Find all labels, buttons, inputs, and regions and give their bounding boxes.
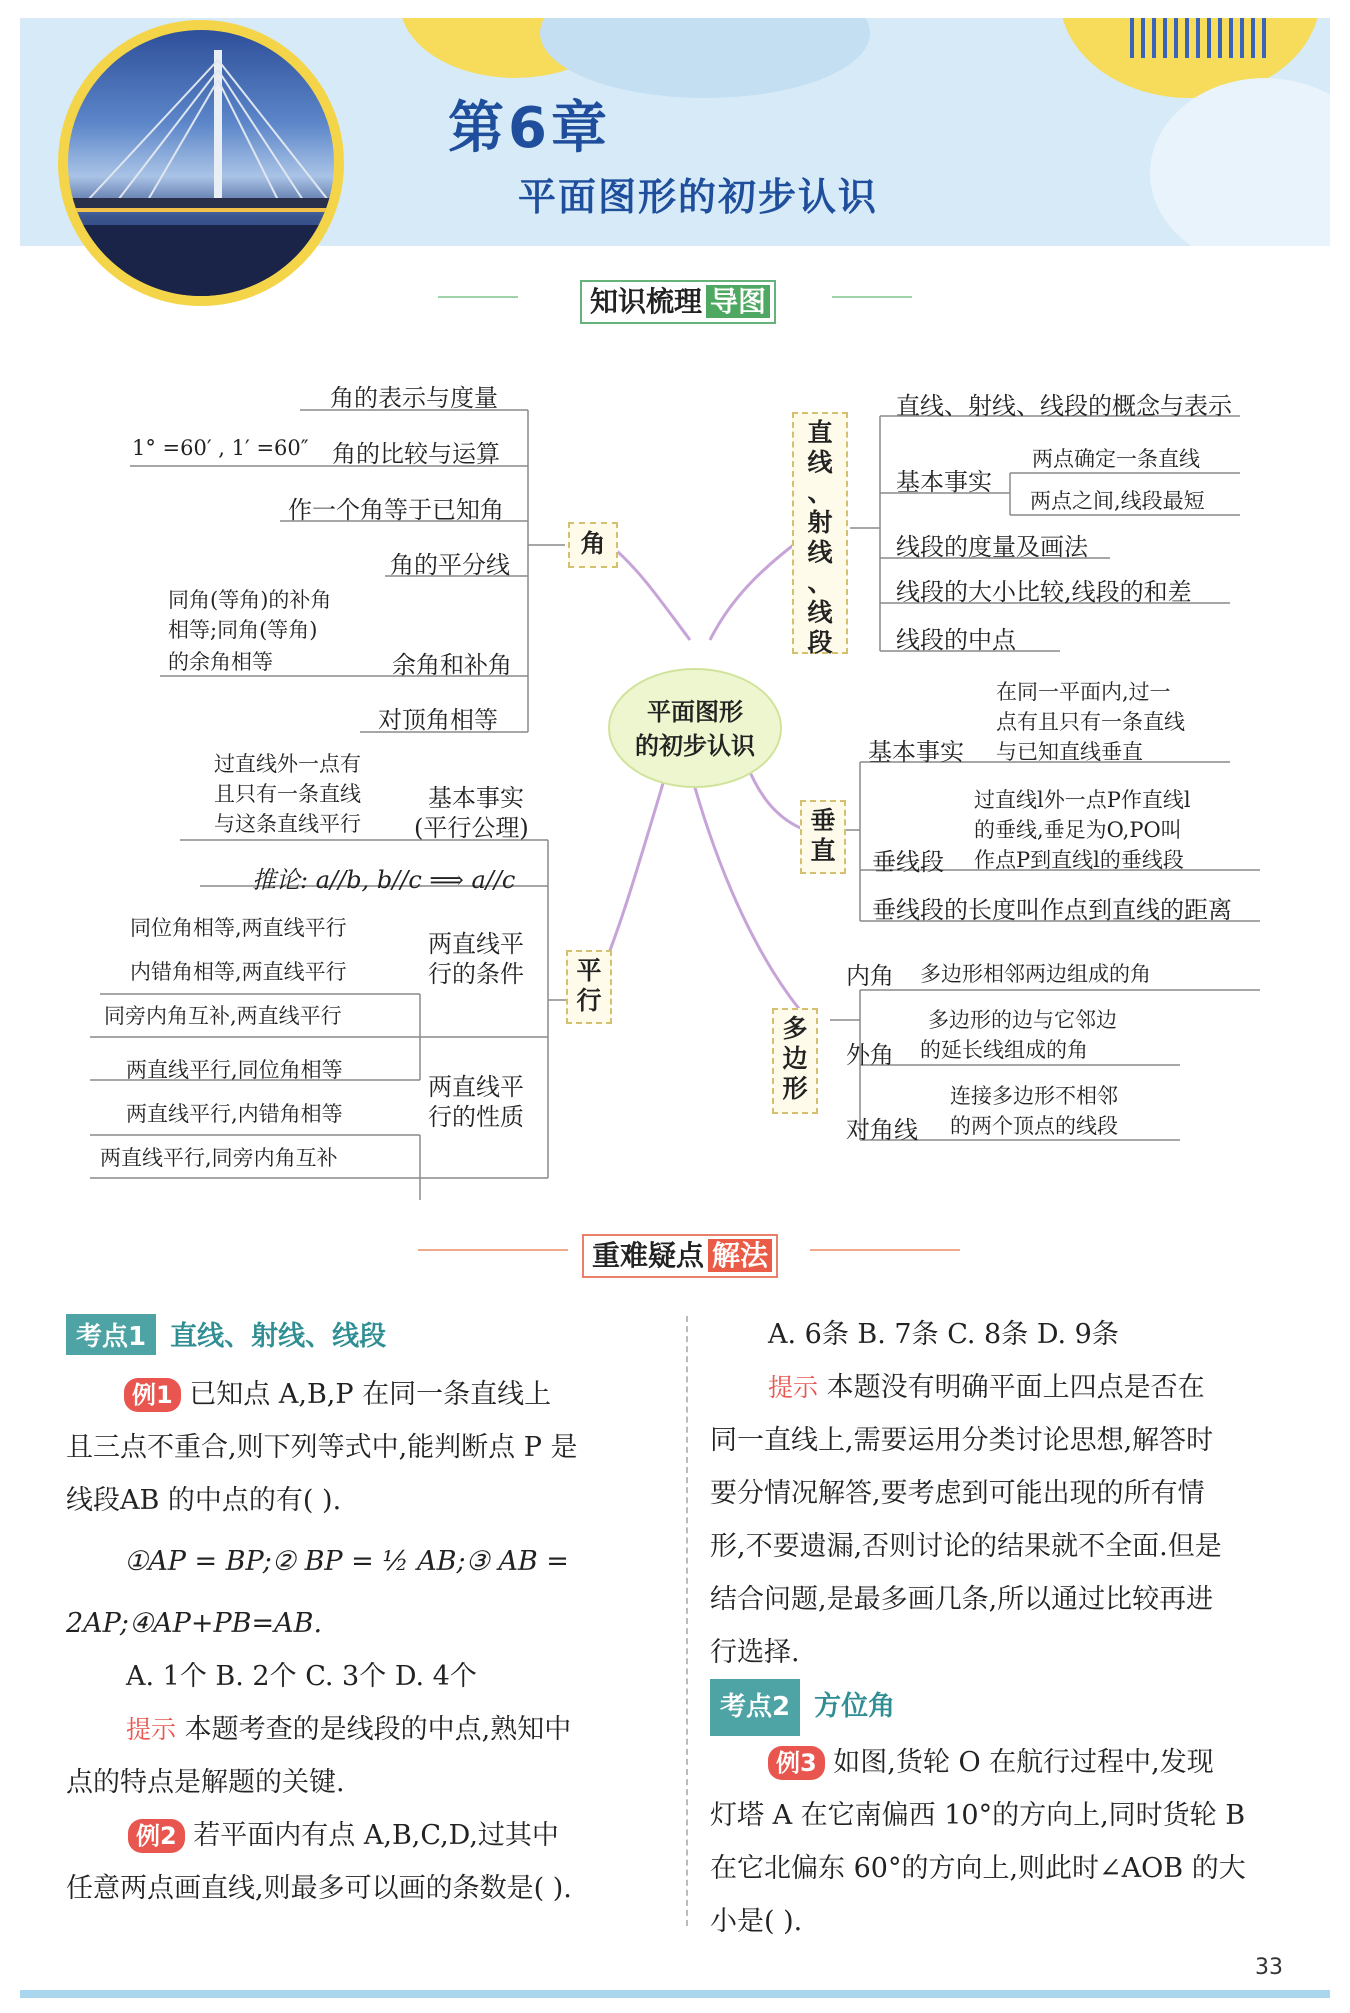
axiom-label: (平行公理) bbox=[414, 814, 529, 842]
cond-label: 两直线平 bbox=[428, 930, 524, 958]
hint-label: 提示 bbox=[126, 1715, 177, 1744]
example-1 bbox=[66, 1368, 666, 1915]
line-fact: 两点之间,线段最短 bbox=[1030, 489, 1205, 513]
polygon-item-name: 外角 bbox=[846, 1041, 894, 1069]
polygon-item-name: 对角线 bbox=[846, 1116, 918, 1144]
cond-item: 同旁内角互补,两直线平行 bbox=[104, 1004, 342, 1028]
center-line-1: 平面图形 bbox=[647, 698, 743, 726]
example-text: 在它北偏东 60°的方向上,则此时∠AOB 的大 bbox=[710, 1853, 1246, 1884]
angle-item: 角的平分线 bbox=[390, 551, 510, 579]
example-options: A. 6条 B. 7条 C. 8条 D. 9条 bbox=[768, 1319, 1119, 1350]
example-text: 小是( ). bbox=[710, 1906, 803, 1937]
branch-char: 边 bbox=[782, 1044, 808, 1073]
section-title-main: 知识梳理 bbox=[590, 285, 703, 318]
axiom-note: 过直线外一点有 bbox=[214, 752, 361, 776]
branch-char: 段 bbox=[807, 628, 833, 657]
angle-item: 余角和补角 bbox=[392, 651, 512, 679]
line-item: 线段的中点 bbox=[896, 626, 1016, 654]
polygon-item-text: 多边形相邻两边组成的角 bbox=[920, 962, 1151, 986]
angle-unit-note: 1° =60′ , 1′ =60″ bbox=[132, 436, 309, 460]
corollary: 推论: a//b, b//c ⟹ a//c bbox=[252, 866, 516, 894]
branch-char: 行 bbox=[576, 986, 602, 1015]
perp-fact-text: 与已知直线垂直 bbox=[996, 740, 1143, 764]
polygon-item-text: 多边形的边与它邻边 bbox=[928, 1008, 1117, 1032]
line-item: 基本事实 bbox=[896, 468, 992, 496]
prop-item: 两直线平行,内错角相等 bbox=[126, 1102, 343, 1126]
supp-note: 同角(等角)的补角 bbox=[168, 588, 332, 612]
hint-text: 结合问题,是最多画几条,所以通过比较再进 bbox=[710, 1584, 1214, 1615]
example-text: 灯塔 A 在它南偏西 10°的方向上,同时货轮 B bbox=[710, 1800, 1246, 1831]
supp-note: 相等;同角(等角) bbox=[168, 618, 318, 642]
example-equation: ①AP = BP;② BP = ½ AB;③ AB = bbox=[124, 1546, 569, 1577]
prop-label: 两直线平 bbox=[428, 1073, 524, 1101]
angle-item: 角的比较与运算 bbox=[332, 440, 500, 468]
perp-seg-text: 的垂线,垂足为O,PO叫 bbox=[974, 818, 1182, 842]
perp-distance: 垂线段的长度叫作点到直线的距离 bbox=[872, 896, 1232, 924]
section-title-accent: 导图 bbox=[706, 285, 770, 318]
branch-char: 直 bbox=[807, 418, 833, 447]
prop-item: 两直线平行,同旁内角互补 bbox=[100, 1146, 338, 1170]
perp-seg-label: 垂线段 bbox=[872, 848, 944, 876]
perp-seg-text: 作点P到直线l的垂线段 bbox=[974, 848, 1184, 872]
prop-item: 两直线平行,同位角相等 bbox=[126, 1058, 343, 1082]
branch-char: 直 bbox=[810, 836, 836, 865]
branch-char: 多 bbox=[782, 1014, 808, 1043]
chapter-title: 平面图形的初步认识 bbox=[518, 175, 879, 219]
hint-text: 点的特点是解题的关键. bbox=[66, 1767, 345, 1798]
example-options: A. 1个 B. 2个 C. 3个 D. 4个 bbox=[126, 1661, 477, 1692]
line-item: 线段的度量及画法 bbox=[896, 533, 1088, 561]
branch-char: 形 bbox=[782, 1074, 808, 1103]
topic-title: 直线、射线、线段 bbox=[170, 1321, 387, 1352]
branch-parallel bbox=[566, 950, 612, 1024]
line-item: 线段的大小比较,线段的和差 bbox=[896, 578, 1192, 606]
branch-char: 、 bbox=[807, 568, 833, 597]
topic-tag: 考点1 bbox=[66, 1314, 156, 1355]
perp-seg-text: 过直线l外一点P作直线l bbox=[974, 788, 1191, 812]
hint-text: 同一直线上,需要运用分类讨论思想,解答时 bbox=[710, 1425, 1214, 1456]
mindmap-center bbox=[608, 668, 782, 788]
perp-fact-text: 在同一平面内,过一 bbox=[996, 680, 1171, 704]
polygon-item-text: 的延长线组成的角 bbox=[920, 1038, 1088, 1062]
section-title-accent: 解法 bbox=[708, 1239, 772, 1272]
branch-char: 线 bbox=[807, 448, 833, 477]
page-number: 33 bbox=[1255, 1955, 1283, 1980]
example-text: 线段AB 的中点的有( ). bbox=[66, 1485, 342, 1516]
chapter-number: 第6章 bbox=[448, 96, 611, 161]
polygon-item-name: 内角 bbox=[846, 962, 894, 990]
example-text: 已知点 A,B,P 在同一条直线上 bbox=[189, 1379, 552, 1410]
angle-item: 作一个角等于已知角 bbox=[288, 496, 504, 524]
branch-polygon bbox=[772, 1008, 818, 1114]
cond-label: 行的条件 bbox=[428, 960, 524, 988]
hint-text: 本题考查的是线段的中点,熟知中 bbox=[184, 1714, 572, 1745]
example-text: 如图,货轮 O 在航行过程中,发现 bbox=[833, 1747, 1214, 1778]
branch-char: 平 bbox=[576, 956, 602, 985]
hint-text: 本题没有明确平面上四点是否在 bbox=[826, 1372, 1205, 1403]
angle-item: 对顶角相等 bbox=[378, 706, 498, 734]
axiom-label: 基本事实 bbox=[428, 784, 524, 812]
cond-item: 内错角相等,两直线平行 bbox=[130, 960, 347, 984]
supp-note: 的余角相等 bbox=[168, 650, 273, 674]
section-title-main: 重难疑点 bbox=[592, 1239, 705, 1272]
branch-char: 射 bbox=[807, 508, 833, 537]
branch-line bbox=[792, 412, 848, 657]
topic-2-header bbox=[710, 1679, 1310, 1736]
polygon-item-text: 连接多边形不相邻 bbox=[950, 1084, 1118, 1108]
perp-fact-text: 点有且只有一条直线 bbox=[996, 710, 1185, 734]
example-equation: 2AP;④AP+PB=AB. bbox=[66, 1608, 323, 1639]
section-title-solutions bbox=[582, 1234, 778, 1278]
hint-text: 行选择. bbox=[710, 1637, 800, 1668]
example-text: 任意两点画直线,则最多可以画的条数是( ). bbox=[66, 1873, 572, 1904]
example-tag: 例2 bbox=[128, 1819, 185, 1853]
example-tag: 例3 bbox=[768, 1746, 825, 1780]
axiom-note: 且只有一条直线 bbox=[214, 782, 361, 806]
right-column bbox=[710, 1308, 1310, 1948]
hint-label: 提示 bbox=[768, 1373, 819, 1402]
footer-bar bbox=[20, 1990, 1330, 1998]
perp-fact-label: 基本事实 bbox=[868, 738, 964, 766]
column-divider bbox=[686, 1316, 688, 1926]
topic-tag: 考点2 bbox=[710, 1679, 800, 1736]
example-text: 若平面内有点 A,B,C,D,过其中 bbox=[193, 1820, 559, 1851]
line-fact: 两点确定一条直线 bbox=[1032, 447, 1200, 471]
prop-label: 行的性质 bbox=[428, 1103, 524, 1131]
topic-title: 方位角 bbox=[814, 1691, 896, 1722]
branch-char: 线 bbox=[807, 538, 833, 567]
hint-text: 要分情况解答,要考虑到可能出现的所有情 bbox=[710, 1478, 1205, 1509]
center-line-2: 的初步认识 bbox=[635, 732, 755, 760]
polygon-item-text: 的两个顶点的线段 bbox=[950, 1114, 1118, 1138]
divider-left bbox=[418, 1249, 568, 1251]
line-item: 直线、射线、线段的概念与表示 bbox=[896, 392, 1232, 420]
hint-text: 形,不要遗漏,否则讨论的结果就不全面.但是 bbox=[710, 1531, 1222, 1562]
cond-item: 同位角相等,两直线平行 bbox=[130, 916, 347, 940]
topic-1-header bbox=[66, 1314, 386, 1355]
example-tag: 例1 bbox=[124, 1378, 181, 1412]
branch-char: 垂 bbox=[810, 806, 836, 835]
branch-perpendicular bbox=[800, 800, 846, 874]
axiom-note: 与这条直线平行 bbox=[214, 812, 361, 836]
angle-item: 角的表示与度量 bbox=[330, 384, 498, 412]
branch-char: 线 bbox=[807, 598, 833, 627]
example-text: 且三点不重合,则下列等式中,能判断点 P 是 bbox=[66, 1432, 578, 1463]
branch-char: 、 bbox=[807, 478, 833, 507]
branch-angle: 角 bbox=[568, 522, 618, 568]
divider-right bbox=[810, 1249, 960, 1251]
